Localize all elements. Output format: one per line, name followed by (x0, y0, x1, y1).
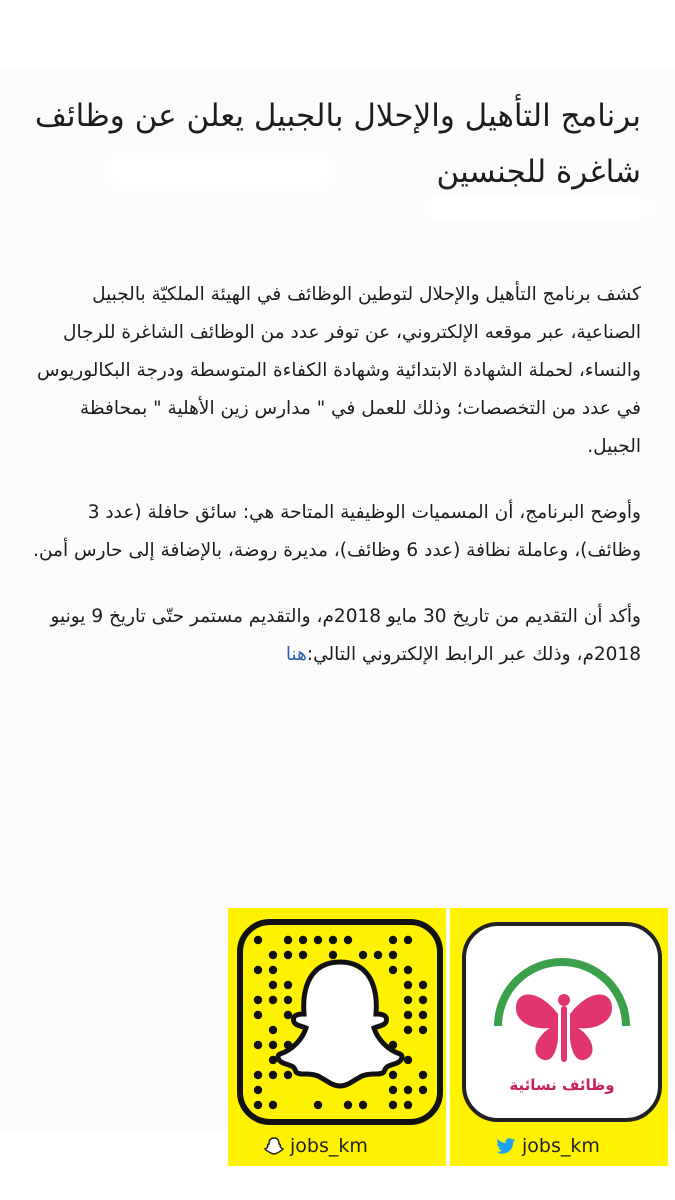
snapcode-dot (359, 951, 367, 959)
snapcode-dot (404, 1026, 412, 1034)
snapcode-dot (419, 996, 427, 1004)
snapcode-dot (254, 1101, 262, 1109)
snapcode-dot (344, 1101, 352, 1109)
snapchat-handle-text: jobs_km (290, 1135, 368, 1157)
logo-text: وظائف نسائية (509, 1076, 615, 1094)
blurred-region (420, 197, 655, 219)
snapcode (236, 918, 444, 1126)
snapcode-dot (404, 936, 412, 944)
twitter-handle-text: jobs_km (522, 1135, 600, 1157)
blurred-region (105, 150, 335, 190)
snapcode-dot (359, 1101, 367, 1109)
article-paragraph-text: وأكد أن التقديم من تاريخ 30 مايو 2018م، والتقديم مستمر حتّى تاريخ 9 يونيو 2018م، وذلك عبر الرابط الإلكتروني التالي: (50, 606, 641, 665)
snapcode-dot (269, 1026, 277, 1034)
article-paragraph: كشف برنامج التأهيل والإحلال لتوطين الوظائف في الهيئة الملكيّة بالجبيل الصناعية، عبر موقعه الإلكتروني، عن توفر عدد من الوظائف الشاغرة للرجال والنساء، لحملة الشهادة الابتدائية وشهادة الكفاءة المتوسطة ودرجة البكالوريوس في عدد من التخصصات؛ وذلك للعمل في " مدارس زين الأهلية " بمحافظة الجبيل. (37, 284, 641, 457)
article-body (24, 276, 641, 702)
article-paragraph: وأوضح البرنامج، أن المسميات الوظيفية المتاحة هي: سائق حافلة (عدد 3 وظائف)، وعاملة نظافة (عدد 6 وظائف)، مديرة روضة، بالإضافة إلى حارس أمن. (33, 502, 641, 561)
snapcode-dot (404, 1086, 412, 1094)
snapcode-dot (269, 996, 277, 1004)
snapcode-dot (284, 1071, 292, 1079)
snapchat-ghost-icon (236, 918, 444, 1126)
snapchat-handle[interactable] (264, 1132, 368, 1160)
snapcode-dot (419, 1071, 427, 1079)
snapcode-dot (329, 936, 337, 944)
snapcode-dot (314, 936, 322, 944)
butterfly-logo (458, 918, 666, 1126)
snapcode-dot (389, 1101, 397, 1109)
snapcode-dot (389, 1086, 397, 1094)
snapcode-dot (299, 951, 307, 959)
snapcode-dot (419, 1086, 427, 1094)
snapchat-icon (264, 1136, 284, 1156)
snapcode-dot (254, 1011, 262, 1019)
snapcode-dot (389, 966, 397, 974)
snapcode-dot (329, 951, 337, 959)
snapcode-dot (284, 951, 292, 959)
snapcode-dot (404, 981, 412, 989)
divider (446, 908, 450, 1166)
snapcode-dot (389, 1071, 397, 1079)
snapcode-dot (374, 951, 382, 959)
snapcode-dot (269, 1041, 277, 1049)
snapcode-dot (284, 1011, 292, 1019)
snapcode-dot (389, 936, 397, 944)
snapcode-dot (419, 1026, 427, 1034)
snapcode-dot (404, 1101, 412, 1109)
snapcode-dot (284, 996, 292, 1004)
snapcode-dot (404, 1011, 412, 1019)
snapcode-dot (419, 981, 427, 989)
snapcode-dot (254, 936, 262, 944)
promo-banner (228, 908, 668, 1166)
logo-card (458, 918, 666, 1126)
snapcode-dot (269, 951, 277, 959)
snapcode-dot (269, 1101, 277, 1109)
snapcode-dot (254, 1071, 262, 1079)
snapcode-dot (344, 936, 352, 944)
twitter-handle[interactable] (496, 1132, 600, 1160)
snapcode-dot (254, 1086, 262, 1094)
snapcode-dot (269, 1071, 277, 1079)
snapcode-dot (254, 966, 262, 974)
snapcode-dot (314, 1101, 322, 1109)
article-headline: برنامج التأهيل والإحلال بالجبيل يعلن عن وظائف شاغرة للجنسين (34, 98, 641, 190)
article-paragraph (24, 598, 641, 674)
snapcode-dot (299, 936, 307, 944)
snapcode-dot (419, 1011, 427, 1019)
snapcode-dot (254, 996, 262, 1004)
snapcode-dot (389, 951, 397, 959)
snapcode-dot (404, 996, 412, 1004)
snapcode-dot (284, 981, 292, 989)
snapcode-dot (404, 1056, 412, 1064)
snapcode-dot (404, 966, 412, 974)
snapcode-dot (269, 966, 277, 974)
snapcode-dot (254, 1041, 262, 1049)
snapcode-dot (284, 936, 292, 944)
apply-link[interactable]: هنا (285, 644, 307, 665)
twitter-icon (496, 1137, 516, 1155)
snapcode-dot (269, 981, 277, 989)
